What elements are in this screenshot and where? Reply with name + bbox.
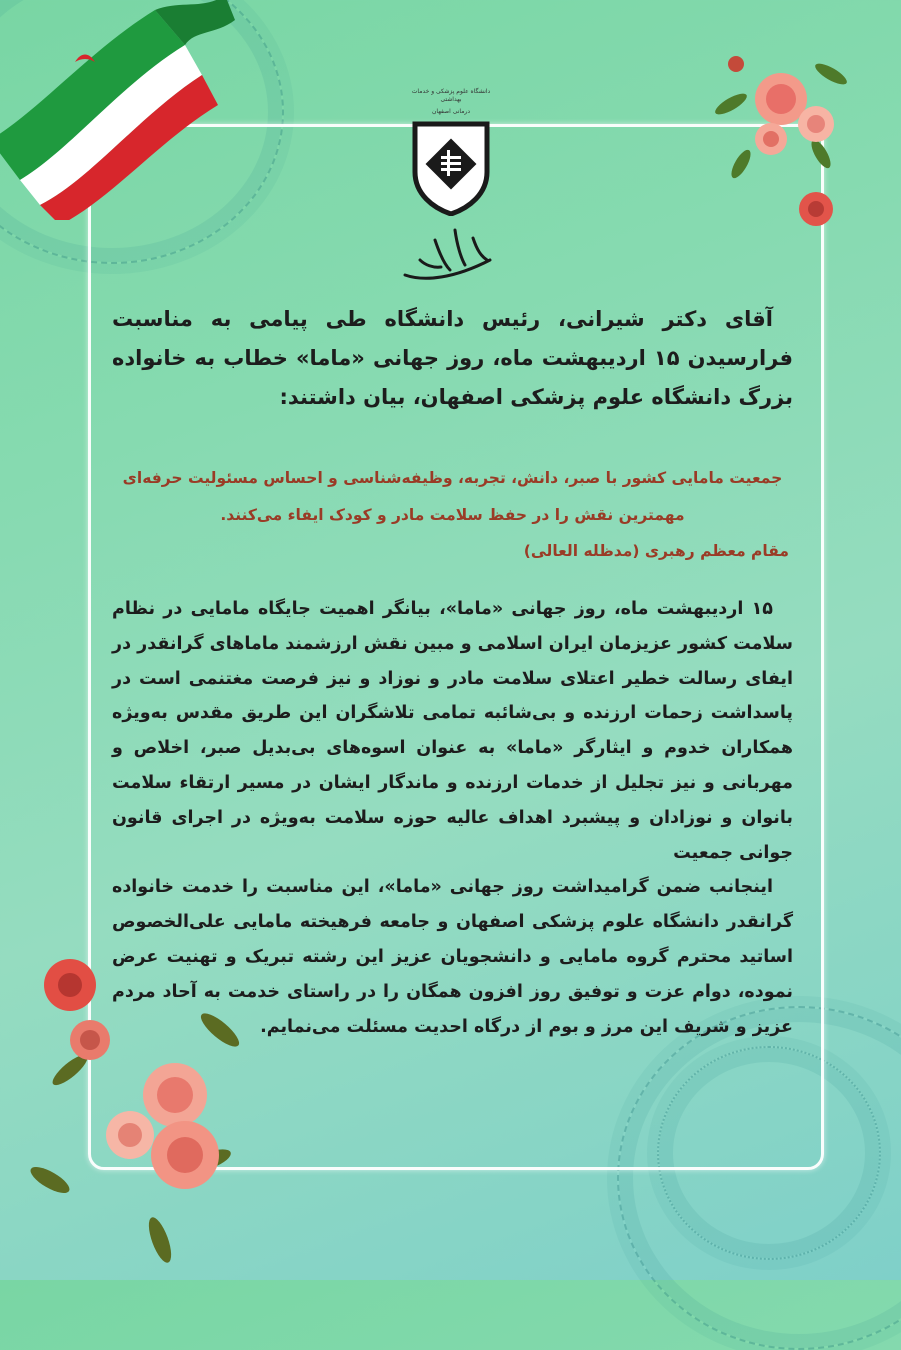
logo-caption-line-2: درمانی اصفهان (432, 108, 470, 115)
bismillah-calligraphy (395, 220, 505, 290)
university-shield-logo-icon (411, 120, 491, 216)
quote-line-1: جمعیت مامایی کشور با صبر، دانش، تجربه، وظیفه‌شناسی و احساس مسئولیت حرفه‌ای (122, 469, 783, 487)
quote-line-2: مهمترین نقش را در حفظ سلامت مادر و کودک ایفاء می‌کنند. (220, 506, 685, 524)
leader-quote (112, 460, 793, 534)
logo-caption-line-1: دانشگاه علوم پزشکی و خدمات بهداشتی (411, 88, 491, 103)
body-paragraph-1: ۱۵ اردیبهشت ماه، روز جهانی «ماما»، بیانگر اهمیت جایگاه مامایی در نظام سلامت کشور عزیزمان ایران اسلامی و مبین نقش ارزشمند ماماهای گرانقدر در ایفای رسالت خطیر اعتلای سلامت مادر و نوزاد و نیز فرصت مغتنمی است در پاسداشت زحمات ارزنده و بی‌شائبه تمامی تلاشگران این طریق مقدس به‌ویژه همکاران خدوم و ایثارگر «ماما» به عنوان اسوه‌های بی‌بدیل صبر، اخلاص و مهربانی و نیز تجلیل از خدمات ارزنده و ماندگار ایشان در مسیر ارتقاء سلامت بانوان و نوزادان و پیشبرد اهداف عالیه حوزه سلامت به‌ویژه در اجرای قانون جوانی جمعیت (112, 599, 793, 863)
quote-attribution: مقام معظم رهبری (مدظله العالی) (523, 542, 789, 560)
university-logo (405, 88, 497, 218)
iran-flag-ribbon-icon (0, 0, 240, 220)
body-paragraph-2: اینجانب ضمن گرامیداشت روز جهانی «ماما»، این مناسبت را خدمت خانواده گرانقدر دانشگاه علوم پزشکی اصفهان و جامعه فرهیخته مامایی علی‌الخصوص اساتید محترم گروه مامایی و دانشجویان عزیز این رشته تبریک و تهنیت عرض نموده، دوام عزت و توفیق روز افزون همگان را در راستای خدمت به آحاد مردم عزیز و شریف این مرز و بوم از درگاه احدیت مسئلت می‌نمایم. (112, 877, 793, 1037)
intro-paragraph: آقای دکتر شیرانی، رئیس دانشگاه طی پیامی به مناسبت فرارسیدن ۱۵ اردیبهشت ماه، روز جهانی «ماما» خطاب به خانواده بزرگ دانشگاه علوم پزشکی اصفهان، بیان داشتند: (112, 307, 793, 409)
message-body (112, 592, 793, 1044)
rose-bouquet-icon (711, 44, 861, 234)
